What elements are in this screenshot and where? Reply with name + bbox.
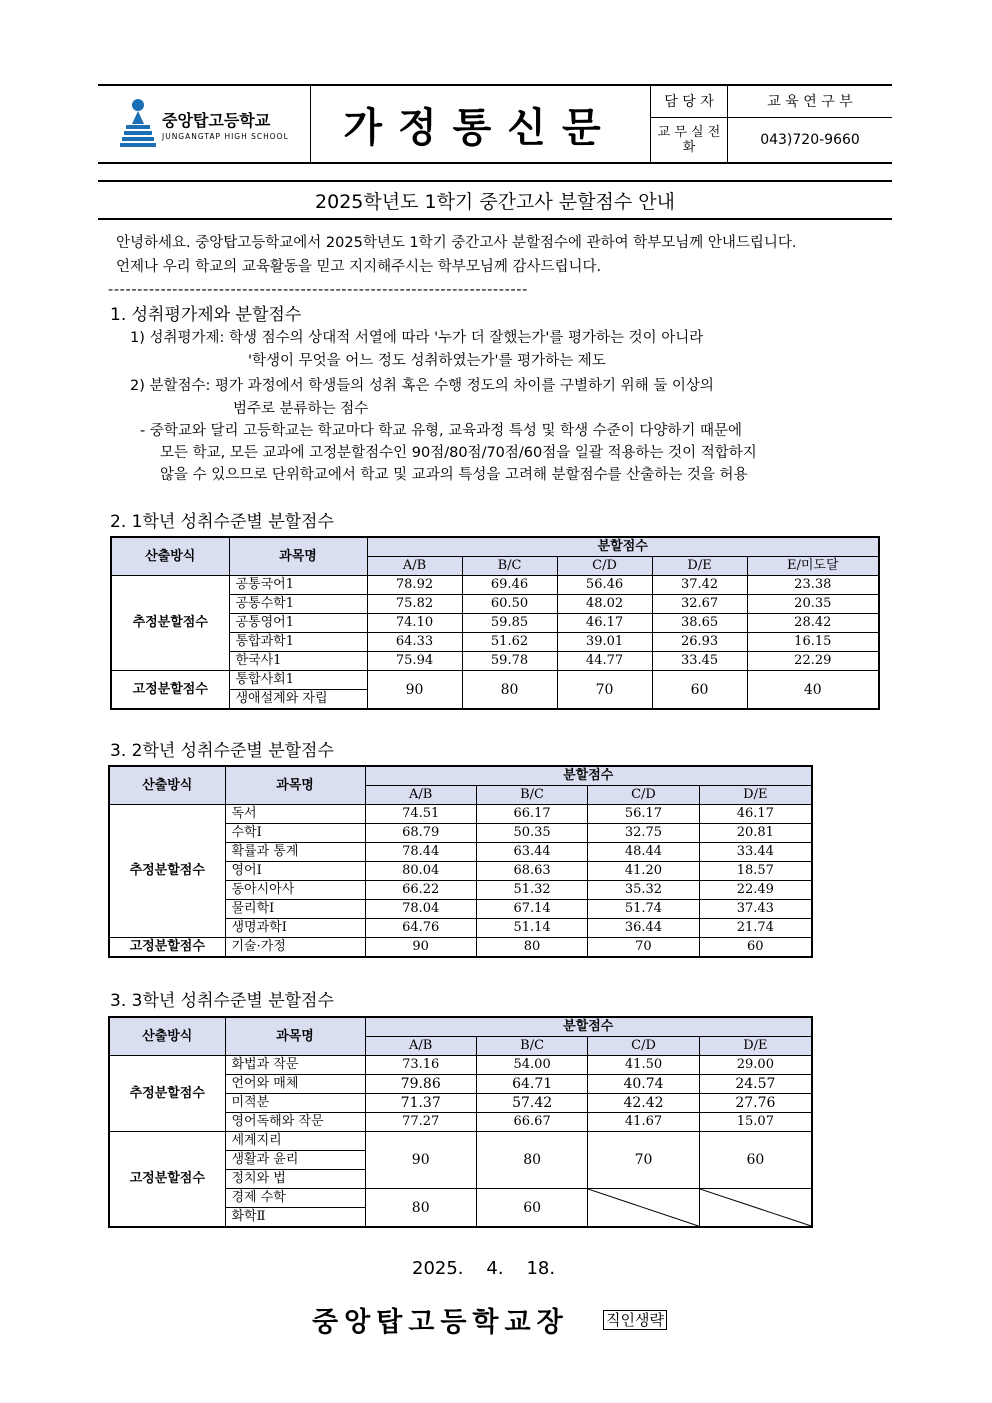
score-cell: 24.57: [699, 1075, 812, 1094]
score-cell: 21.74: [699, 919, 812, 938]
subject-cell: 경제 수학: [225, 1189, 365, 1208]
section1-item1: 1) 성취평가제: 학생 점수의 상대적 서열에 따라 '누가 더 잘했는가'를 평가하는 것이 아니라: [130, 330, 704, 346]
score-cell: 90: [365, 1132, 476, 1189]
subject-cell: 생활과 윤리: [225, 1151, 365, 1170]
empty-cell-diagonal: [699, 1189, 812, 1228]
method-cell: 추정분할점수: [109, 805, 225, 938]
score-cell: 51.14: [476, 919, 587, 938]
contact-value: 043)720-9660: [728, 117, 893, 162]
method-cell: 고정분할점수: [111, 671, 229, 710]
score-cell: 33.45: [652, 652, 747, 671]
column-header: D/E: [652, 557, 747, 576]
score-cell: 59.78: [462, 652, 557, 671]
method-header: 산출방식: [109, 766, 225, 805]
score-cell: 66.67: [476, 1113, 587, 1132]
table-row: [109, 805, 812, 824]
score-cell: 66.17: [476, 805, 587, 824]
score-cell: 74.10: [367, 614, 462, 633]
score-cell: 40: [747, 671, 879, 710]
grade3-title: 3. 3학년 성취수준별 분할점수: [110, 991, 334, 1011]
score-cell: 70: [557, 671, 652, 710]
score-cell: 66.22: [365, 881, 476, 900]
seal-omitted-label: 직인생략: [603, 1310, 667, 1330]
subject-cell: 물리학Ⅰ: [225, 900, 365, 919]
score-cell: 51.74: [588, 900, 699, 919]
score-cell: 41.50: [588, 1056, 699, 1075]
score-cell: 28.42: [747, 614, 879, 633]
contact-label: 담 당 자: [651, 86, 728, 117]
subject-cell: 기술·가정: [225, 938, 365, 958]
score-cell: 64.76: [365, 919, 476, 938]
score-cell: 50.35: [476, 824, 587, 843]
score-cell: 41.20: [588, 862, 699, 881]
column-header: C/D: [557, 557, 652, 576]
subject-cell: 수학Ⅰ: [225, 824, 365, 843]
grade1-table: [110, 536, 880, 710]
cut-score-header: 분할점수: [365, 766, 812, 786]
score-cell: 60: [476, 1189, 587, 1228]
score-cell: 20.35: [747, 595, 879, 614]
school-name-english: JUNGANGTAP HIGH SCHOOL: [162, 132, 289, 141]
score-cell: 60: [699, 938, 812, 958]
score-cell: 26.93: [652, 633, 747, 652]
table-row: [111, 671, 879, 690]
score-cell: 90: [367, 671, 462, 710]
score-cell: 18.57: [699, 862, 812, 881]
subject-cell: 영어Ⅰ: [225, 862, 365, 881]
notice-topic: 2025학년도 1학기 중간고사 분할점수 안내: [98, 180, 892, 220]
grade3-table: [108, 1016, 813, 1228]
score-cell: 20.81: [699, 824, 812, 843]
subject-cell: 공통국어1: [229, 576, 367, 595]
method-cell: 고정분할점수: [109, 1132, 225, 1228]
subject-cell: 화법과 작문: [225, 1056, 365, 1075]
school-emblem-icon: [120, 96, 156, 152]
method-header: 산출방식: [111, 537, 229, 576]
score-cell: 80: [476, 938, 587, 958]
grade2-table: [108, 765, 813, 958]
subject-cell: 통합사회1: [229, 671, 367, 690]
subject-cell: 화학Ⅱ: [225, 1208, 365, 1228]
score-cell: 35.32: [588, 881, 699, 900]
score-cell: 78.44: [365, 843, 476, 862]
empty-cell-diagonal: [588, 1189, 699, 1228]
cut-score-header: 분할점수: [365, 1017, 812, 1037]
subject-cell: 생애설계와 자립: [229, 690, 367, 710]
score-cell: 74.51: [365, 805, 476, 824]
score-cell: 32.67: [652, 595, 747, 614]
score-cell: 48.02: [557, 595, 652, 614]
column-header: D/E: [699, 786, 812, 805]
score-cell: 46.17: [557, 614, 652, 633]
column-header: B/C: [476, 786, 587, 805]
score-cell: 59.85: [462, 614, 557, 633]
score-cell: 16.15: [747, 633, 879, 652]
score-cell: 68.79: [365, 824, 476, 843]
score-cell: 40.74: [588, 1075, 699, 1094]
score-cell: 51.62: [462, 633, 557, 652]
school-logo-area: [98, 86, 311, 162]
score-cell: 48.44: [588, 843, 699, 862]
score-cell: 32.75: [588, 824, 699, 843]
score-cell: 36.44: [588, 919, 699, 938]
score-cell: 51.32: [476, 881, 587, 900]
score-cell: 22.29: [747, 652, 879, 671]
intro-line: 안녕하세요. 중앙탑고등학교에서 2025학년도 1학기 중간고사 분할점수에 관하여 학부모님께 안내드립니다.: [116, 235, 797, 251]
subject-cell: 한국사1: [229, 652, 367, 671]
score-cell: 56.17: [588, 805, 699, 824]
letter-header: [98, 84, 892, 164]
section1-item2: 2) 분할점수: 평가 과정에서 학생들의 성취 혹은 수행 정도의 차이를 구별하기 위해 둘 이상의: [130, 378, 714, 394]
divider-line: ------------------------------------------------------------------------: [108, 282, 528, 298]
grade2-title: 3. 2학년 성취수준별 분할점수: [110, 741, 334, 761]
score-cell: 64.33: [367, 633, 462, 652]
score-cell: 69.46: [462, 576, 557, 595]
score-cell: 80: [462, 671, 557, 710]
score-cell: 46.17: [699, 805, 812, 824]
score-cell: 60: [652, 671, 747, 710]
score-cell: 22.49: [699, 881, 812, 900]
section1-item1-cont: '학생이 무엇을 어느 정도 성취하였는가'를 평가하는 제도: [248, 353, 606, 369]
section1-note-cont: 모든 학교, 모든 교과에 고정분할점수인 90점/80점/70점/60점을 일괄 적용하는 것이 적합하지: [160, 445, 757, 461]
subject-header: 과목명: [225, 766, 365, 805]
score-cell: 79.86: [365, 1075, 476, 1094]
score-cell: 78.04: [365, 900, 476, 919]
score-cell: 71.37: [365, 1094, 476, 1113]
method-cell: 고정분할점수: [109, 938, 225, 958]
column-header: A/B: [365, 786, 476, 805]
score-cell: 37.42: [652, 576, 747, 595]
subject-cell: 동아시아사: [225, 881, 365, 900]
score-cell: 63.44: [476, 843, 587, 862]
column-header: E/미도달: [747, 557, 879, 576]
subject-cell: 영어독해와 작문: [225, 1113, 365, 1132]
cut-score-header: 분할점수: [367, 537, 879, 557]
score-cell: 29.00: [699, 1056, 812, 1075]
intro-line: 언제나 우리 학교의 교육활동을 믿고 지지해주시는 학부모님께 감사드립니다.: [116, 259, 602, 275]
contact-label: 교 무 실 전 화: [651, 117, 728, 162]
score-cell: 37.43: [699, 900, 812, 919]
method-cell: 추정분할점수: [111, 576, 229, 671]
score-cell: 80: [365, 1189, 476, 1228]
contact-info: [650, 86, 892, 162]
column-header: D/E: [699, 1037, 812, 1056]
score-cell: 60.50: [462, 595, 557, 614]
column-header: B/C: [462, 557, 557, 576]
subject-cell: 확률과 통계: [225, 843, 365, 862]
score-cell: 80.04: [365, 862, 476, 881]
section1-item2-cont: 범주로 분류하는 점수: [233, 401, 369, 417]
subject-cell: 통합과학1: [229, 633, 367, 652]
score-cell: 15.07: [699, 1113, 812, 1132]
score-cell: 41.67: [588, 1113, 699, 1132]
column-header: A/B: [365, 1037, 476, 1056]
issue-date: 2025. 4. 18.: [412, 1258, 556, 1279]
school-name: 중앙탑고등학교: [162, 111, 271, 130]
score-cell: 42.42: [588, 1094, 699, 1113]
subject-cell: 공통수학1: [229, 595, 367, 614]
score-cell: 39.01: [557, 633, 652, 652]
score-cell: 27.76: [699, 1094, 812, 1113]
score-cell: 80: [476, 1132, 587, 1189]
subject-cell: 생명과학Ⅰ: [225, 919, 365, 938]
score-cell: 77.27: [365, 1113, 476, 1132]
score-cell: 67.14: [476, 900, 587, 919]
subject-cell: 세계지리: [225, 1132, 365, 1151]
score-cell: 57.42: [476, 1094, 587, 1113]
subject-cell: 독서: [225, 805, 365, 824]
score-cell: 68.63: [476, 862, 587, 881]
subject-header: 과목명: [225, 1017, 365, 1056]
subject-cell: 공통영어1: [229, 614, 367, 633]
method-cell: 추정분할점수: [109, 1056, 225, 1132]
section1-title: 1. 성취평가제와 분할점수: [110, 305, 302, 325]
section1-note: - 중학교와 달리 고등학교는 학교마다 학교 유형, 교육과정 특성 및 학생 수준이 다양하기 때문에: [140, 423, 743, 439]
contact-value: 교 육 연 구 부: [728, 86, 893, 117]
score-cell: 70: [588, 938, 699, 958]
table-row: [109, 938, 812, 958]
grade1-title: 2. 1학년 성취수준별 분할점수: [110, 512, 334, 532]
table-row: [109, 1132, 812, 1151]
column-header: B/C: [476, 1037, 587, 1056]
score-cell: 38.65: [652, 614, 747, 633]
score-cell: 54.00: [476, 1056, 587, 1075]
principal-signature: 중앙탑고등학교장: [312, 1307, 569, 1338]
score-cell: 44.77: [557, 652, 652, 671]
subject-cell: 언어와 매체: [225, 1075, 365, 1094]
table-row: [111, 576, 879, 595]
column-header: C/D: [588, 1037, 699, 1056]
table-row: [109, 1056, 812, 1075]
method-header: 산출방식: [109, 1017, 225, 1056]
score-cell: 23.38: [747, 576, 879, 595]
score-cell: 73.16: [365, 1056, 476, 1075]
score-cell: 56.46: [557, 576, 652, 595]
score-cell: 90: [365, 938, 476, 958]
score-cell: 78.92: [367, 576, 462, 595]
section1-note-cont: 않을 수 있으므로 단위학교에서 학교 및 교과의 특성을 고려해 분할점수를 산출하는 것을 허용: [160, 467, 748, 483]
score-cell: 75.82: [367, 595, 462, 614]
column-header: A/B: [367, 557, 462, 576]
score-cell: 60: [699, 1132, 812, 1189]
score-cell: 33.44: [699, 843, 812, 862]
subject-cell: 미적분: [225, 1094, 365, 1113]
page-title: 가정통신문: [343, 103, 617, 151]
score-cell: 70: [588, 1132, 699, 1189]
score-cell: 64.71: [476, 1075, 587, 1094]
score-cell: 75.94: [367, 652, 462, 671]
subject-header: 과목명: [229, 537, 367, 576]
column-header: C/D: [588, 786, 699, 805]
subject-cell: 정치와 법: [225, 1170, 365, 1189]
